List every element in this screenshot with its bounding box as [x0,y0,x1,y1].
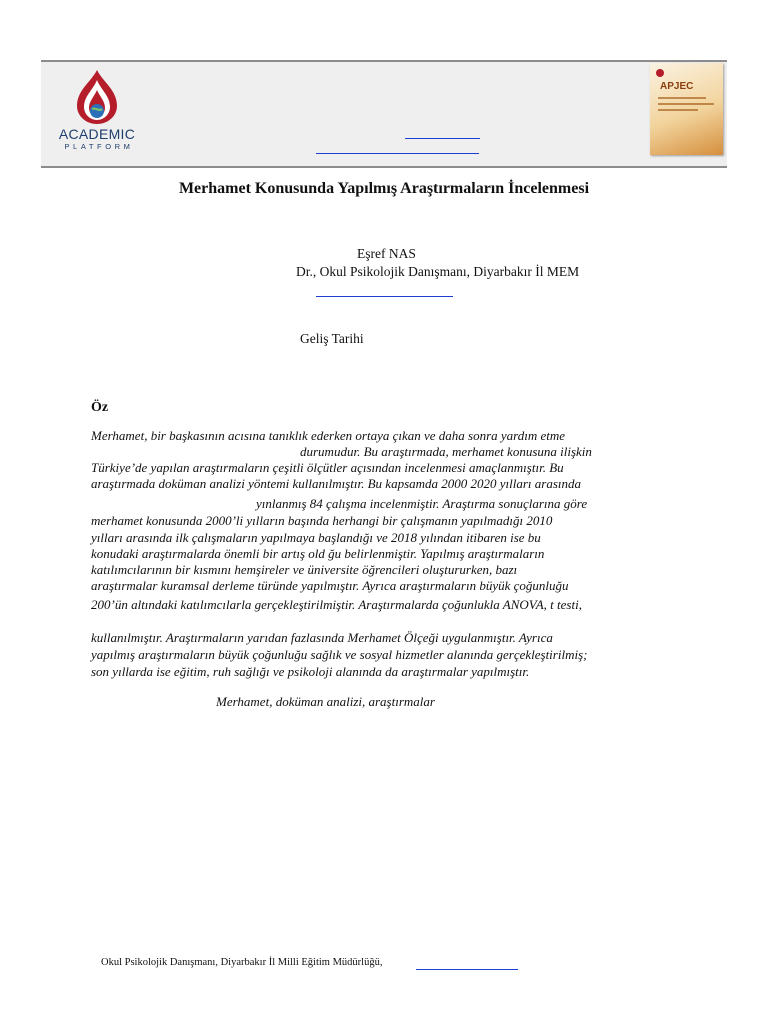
logo-word-platform: PLATFORM [64,142,134,151]
abstract-line: katılımcılarının bir kısmını hemşireler ve üniversite öğrencileri oluştururken, bazı [91,562,518,577]
abstract-line: kullanılmıştır. Araştırmaların yarıdan fazlasında Merhamet Ölçeği uygulanmıştır. Ayrıca [91,630,553,645]
cover-logo-icon [656,69,664,77]
abstract-line: araştırmalar kuramsal derleme türünde yapılmıştır. Ayrıca araştırmaların büyük çoğunluğu [91,578,569,593]
abstract-line: 200’ün altındaki katılımcılarla gerçekleştirilmiştir. Araştırmalarda çoğunlukla ANOVA, t testi, [91,597,582,612]
abstract-line: yılları arasında ilk çalışmaların yapılmaya başlandığı ve 2018 yılından itibaren ise bu [91,530,541,545]
author-email-link[interactable] [316,296,453,297]
abstract-heading: Öz [91,400,109,415]
cover-decor-line [658,97,706,99]
footnote-email-link[interactable] [416,969,518,970]
journal-link-long[interactable] [316,153,479,154]
cover-title: APJEC [660,81,694,92]
abstract-line: konudaki araştırmalarda önemli bir artış old ğu belirlenmiştir. Yapılmış araştırmaların [91,546,545,561]
abstract-line: araştırmada doküman analizi yöntemi kullanılmıştır. Bu kapsamda 2000 2020 yılları arasında [91,476,582,491]
abstract-line: Merhamet, bir başkasının acısına tanıklık ederken ortaya çıkan ve daha sonra yardım etme [91,428,566,443]
abstract-line: Türkiye’de yapılan araştırmaların çeşitli ölçütler açısından incelenmesi amaçlanmıştır. Bu [91,460,564,475]
abstract-line: merhamet konusunda 2000’li yılların başında herhangi bir çalışmanın yapılmadığı 2010 [91,513,553,528]
flame-globe-icon [69,68,125,126]
journal-link-short[interactable] [405,138,480,139]
received-date-label: Geliş Tarihi [300,331,364,346]
cover-decor-line [658,103,714,105]
abstract-line: yınlanmış 84 çalışma incelenmiştir. Araştırma sonuçlarına göre [256,496,588,511]
abstract-line: durumudur. Bu araştırmada, merhamet konusuna ilişkin [300,444,592,459]
academic-platform-logo [55,68,139,154]
article-title: Merhamet Konusunda Yapılmış Araştırmaların İncelenmesi [178,180,590,197]
author-affiliation: Dr., Okul Psikolojik Danışmanı, Diyarbakır İl MEM [296,264,580,279]
abstract-line: son yıllarda ise eğitim, ruh sağlığı ve psikoloji alanında da araştırmalar yapılmıştır. [91,664,530,679]
journal-header-band [41,60,727,168]
logo-word-academic: ACADEMIC [58,126,136,142]
cover-decor-line [658,109,698,111]
footnote-affiliation: Okul Psikolojik Danışmanı, Diyarbakır İl Milli Eğitim Müdürlüğü, [101,957,383,968]
author-name: Eşref NAS [357,246,416,261]
abstract-line: yapılmış araştırmaların büyük çoğunluğu sağlık ve sosyal hizmetler alanında gerçekleştirilmiş; [91,647,588,662]
abstract-keywords: Merhamet, doküman analizi, araştırmalar [216,694,435,709]
journal-cover-thumbnail [650,63,723,155]
